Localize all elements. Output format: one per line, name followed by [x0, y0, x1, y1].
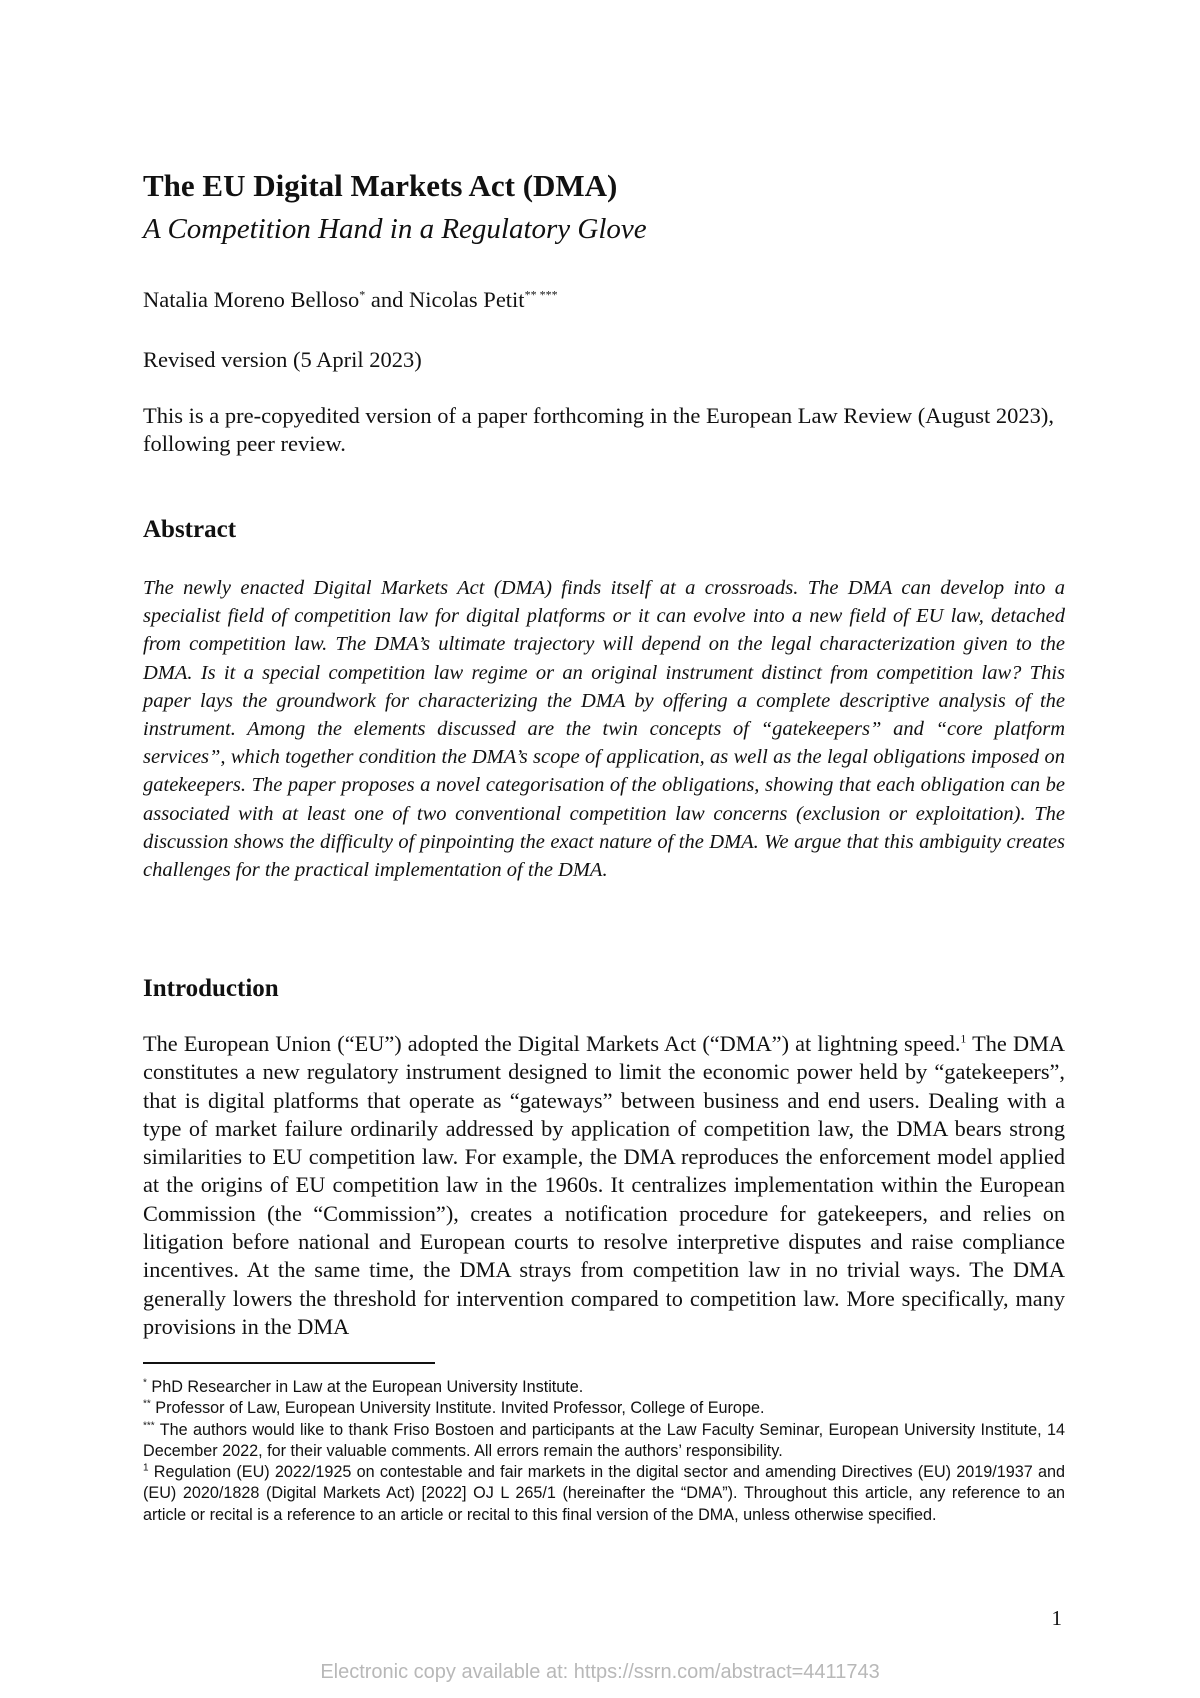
footnote — [143, 1462, 1065, 1526]
footnotes — [143, 1377, 1065, 1526]
footnote-text: Professor of Law, European University Institute. Invited Professor, College of Europe. — [150, 1399, 765, 1418]
author-footnote-mark: * — [359, 287, 366, 302]
introduction-paragraph — [143, 1030, 1065, 1341]
paper-title: The EU Digital Markets Act (DMA) — [143, 168, 618, 203]
footnote — [143, 1398, 1065, 1419]
author-line — [143, 286, 1065, 314]
footnote-mark: * — [143, 1377, 147, 1389]
footnote-text: PhD Researcher in Law at the European University Institute. — [146, 1378, 584, 1396]
abstract-text: The newly enacted Digital Markets Act (DMA) finds itself at a crossroads. The DMA can develop into a specialist field of competition law for digital platforms or it can evolve into a new field of EU law, detached from competition law. The DMA’s ultimate trajectory will depend on the legal characterization given to the DMA. Is it a special competition law regime or an original instrument distinct from competition law? This paper lays the groundwork for characterizing the DMA by offering a complete descriptive analysis of the instrument. Among the elements discussed are the twin concepts of “gatekeepers” and “core platform services”, which together condition the DMA’s scope of application, as well as the legal obligations imposed on gatekeepers. The paper proposes a novel categorisation of the obligations, showing that each obligation can be associated with at least one of two conventional competition law concerns (exclusion or exploitation). The discussion shows the difficulty of pinpointing the exact nature of the DMA. We argue that this ambiguity creates challenges for the practical implementation of the DMA. — [143, 577, 1065, 882]
footnote-separator — [143, 1362, 435, 1364]
page-number: 1 — [1051, 1606, 1062, 1630]
intro-text: The European Union (“EU”) adopted the Digital Markets Act (“DMA”) at lightning speed. — [143, 1031, 961, 1056]
footnote-text: Regulation (EU) 2022/1925 on contestable and fair markets in the digital sector and amending Directives (EU) 2019/1937 and (EU) 2020/1828 (Digital Markets Act) [2022] OJ L 265/1 (hereinafter the “DMA”). Throughout this article, any reference to an article or recital is a reference to an article or recital to this final version of the DMA, unless otherwise specified. — [143, 1463, 1065, 1524]
author-join: and — [365, 287, 409, 312]
publication-note: This is a pre-copyedited version of a paper forthcoming in the European Law Review (August 2023), following peer review. — [143, 403, 1054, 456]
author-name: Natalia Moreno Belloso — [143, 287, 360, 312]
footnote — [143, 1377, 1065, 1398]
footnote — [143, 1420, 1065, 1463]
abstract-heading: Abstract — [143, 516, 237, 543]
author-name: Nicolas Petit — [408, 287, 525, 312]
ssrn-footer-link[interactable]: Electronic copy available at: https://ssrn.com/abstract=4411743 — [320, 1661, 880, 1683]
footnote-mark: 1 — [143, 1462, 149, 1474]
intro-text: The DMA constitutes a new regulatory instrument designed to limit the economic power held by “gatekeepers”, that is digital platforms that operate as “gateways” between business and end users. Dealing with a type of market failure ordinarily addressed by application of competition law, the DMA bears strong similarities to EU competition law. For example, the DMA reproduces the enforcement model applied at the origins of EU competition law in the 1960s. It centralizes implementation within the European Commission (the “Commission”), creates a notification procedure for gatekeepers, and relies on litigation before national and European courts to resolve interpretive disputes and raise compliance incentives. At the same time, the DMA strays from competition law in no trivial ways. The DMA generally lowers the threshold for intervention compared to competition law. More specifically, many provisions in the DMA — [143, 1031, 1065, 1339]
footnote-text: The authors would like to thank Friso Bostoen and participants at the Law Faculty Seminar, European University Institute, 14 December 2022, for their valuable comments. All errors remain the authors’ responsibility. — [143, 1420, 1065, 1460]
footnote-mark: *** — [143, 1420, 155, 1432]
footnote-reference[interactable]: 1 — [960, 1031, 967, 1046]
introduction-heading: Introduction — [143, 975, 279, 1002]
author-footnote-mark: ** *** — [524, 287, 558, 302]
footnote-mark: ** — [143, 1398, 151, 1410]
paper-subtitle: A Competition Hand in a Regulatory Glove — [143, 213, 647, 245]
revision-date: Revised version (5 April 2023) — [143, 347, 422, 372]
